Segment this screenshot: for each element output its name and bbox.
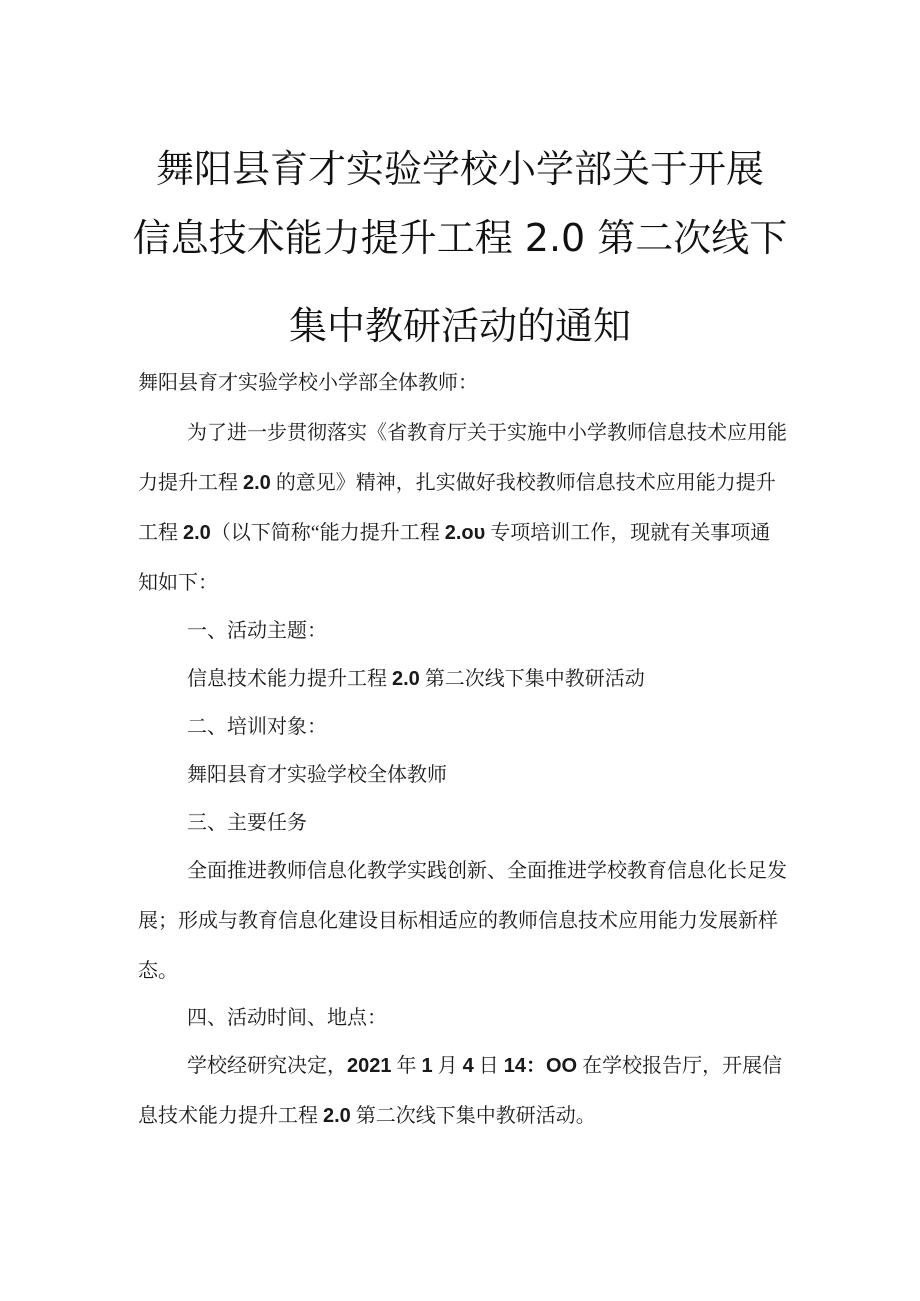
intro-text: （以下简称“能力提升工程: [210, 522, 445, 544]
section-text: 年: [391, 1055, 422, 1077]
section-1-heading: 一、活动主题：: [187, 620, 327, 642]
section-3-line-1: 全面推进教师信息化教学实践创新、全面推进学校教育信息化长足发: [187, 860, 787, 882]
intro-text: 的意见》精神，扎实做好我校教师信息技术应用能力提升: [270, 472, 776, 494]
month-number: 1: [421, 1055, 433, 1077]
salutation: 舞阳县育才实验学校小学部全体教师：: [138, 372, 478, 394]
intro-text: 专项培训工作，现就有关事项通: [485, 522, 771, 544]
section-text: 息技术能力提升工程: [138, 1105, 323, 1127]
intro-line-3: [138, 516, 788, 545]
section-3-line-2: 展；形成与教育信息化建设目标相适应的教师信息技术应用能力发展新样: [138, 910, 778, 932]
time-value: 14：OO: [503, 1055, 578, 1077]
section-text: 第二次线下集中教研活动。: [350, 1105, 596, 1127]
section-4-line-2: [138, 1099, 788, 1128]
version-number: 2.oυ: [444, 522, 486, 544]
section-text: 在学校报告厅，开展信: [577, 1055, 783, 1077]
section-text: 学校经研究决定，: [187, 1055, 347, 1077]
section-1-content: [187, 662, 837, 691]
section-4-heading: 四、活动时间、地点：: [187, 1007, 387, 1029]
version-number: 2.0: [392, 668, 420, 690]
section-2-heading: 二、培训对象：: [187, 716, 327, 738]
section-4-line-1: [187, 1049, 837, 1078]
section-text: 日: [473, 1055, 504, 1077]
intro-text: 力提升工程: [138, 472, 243, 494]
section-3-heading: 三、主要任务: [187, 812, 307, 834]
version-number: 2.0: [243, 472, 271, 494]
section-3-line-3: 态。: [138, 960, 178, 982]
intro-text: 工程: [138, 522, 183, 544]
version-number: 2.0: [183, 522, 211, 544]
year-number: 2021: [347, 1055, 392, 1077]
intro-line-2: [138, 466, 788, 495]
title-line-2: 信息技术能力提升工程 2.0 第二次线下: [132, 216, 788, 260]
section-2-content: 舞阳县育才实验学校全体教师: [187, 764, 447, 786]
section-text: 第二次线下集中教研活动: [419, 668, 645, 690]
title-line-3: 集中教研活动的通知: [288, 304, 631, 348]
section-text: 信息技术能力提升工程: [187, 668, 392, 690]
title-line-1: 舞阳县育才实验学校小学部关于开展: [155, 147, 764, 191]
intro-line-1: 为了进一步贯彻落实《省教育厅关于实施中小学教师信息技术应用能: [187, 422, 787, 444]
section-text: 月: [432, 1055, 463, 1077]
version-number: 2.0: [323, 1105, 351, 1127]
intro-line-4: 知如下：: [138, 572, 218, 594]
day-number: 4: [462, 1055, 474, 1077]
